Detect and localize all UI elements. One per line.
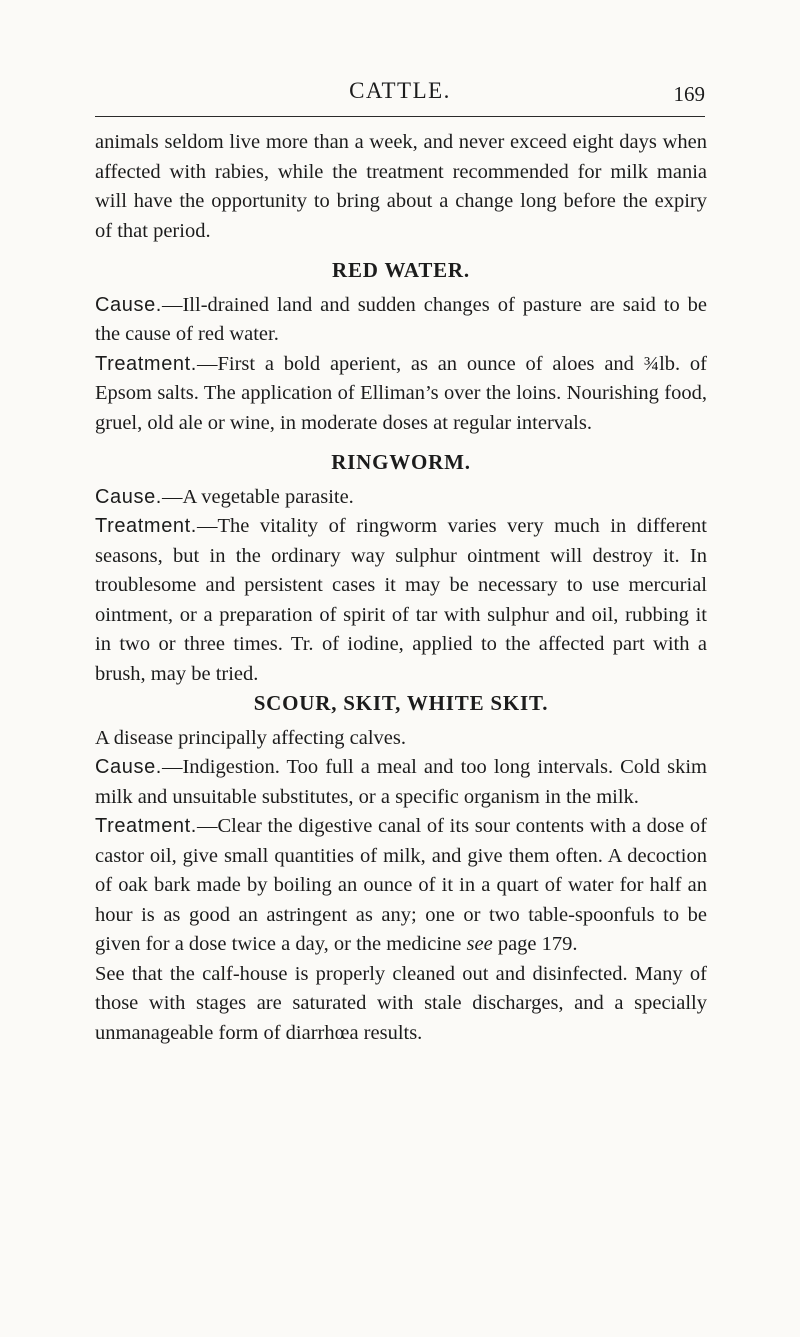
cause-label: Cause. [95, 485, 162, 508]
scour-intro: A disease principally affecting calves. [95, 726, 406, 749]
scour-closing: See that the calf-house is properly cleaned out and disinfected. Many of those with stages are saturated with stale discharges, and a specially unmanageable form of diarrhœa results. [95, 962, 707, 1044]
see-reference: see [466, 933, 493, 955]
ringworm-cause [95, 483, 707, 513]
ringworm-treatment [95, 512, 707, 689]
cause-label: Cause. [95, 293, 162, 316]
red-water-cause [95, 291, 707, 350]
running-head [95, 62, 705, 106]
treatment-label: Treatment. [95, 352, 197, 375]
cause-text: —Ill-drained land and sudden changes of pasture are said to be the cause of red water. [95, 293, 707, 345]
scour-treatment [95, 812, 707, 960]
body-text [95, 128, 707, 1048]
treatment-text: —The vitality of ringworm varies very much in different seasons, but in the ordinary way sulphur ointment will destroy it. In troublesome and persistent cases it may be necessary to use mercurial ointment, or a preparation of spirit of tar with sulphur and oil, rubbing it in two or three times. Tr. of iodine, applied to the affected part with a brush, may be tried. [95, 515, 707, 685]
cause-label: Cause. [95, 756, 162, 778]
treatment-label: Treatment. [95, 815, 197, 837]
page-number: 169 [673, 82, 705, 106]
red-water-treatment [95, 350, 707, 439]
heading-ringworm: RINGWORM. [331, 450, 471, 474]
header-rule [95, 116, 705, 117]
cause-text: —A vegetable parasite. [161, 485, 354, 508]
heading-red-water: RED WATER. [332, 258, 470, 282]
running-title: CATTLE. [349, 78, 451, 103]
treatment-text: —Clear the digestive canal of its sour contents with a dose of castor oil, give small quantities of milk, and give them often. A decoction of oak bark made by boiling an ounce of it in a quart of water for half an hour is as good an astringent as any; one or two table-spoonfuls to be given for a dose twice a day, or the medicine [95, 815, 707, 955]
treatment-text: —First a bold aperient, as an ounce of aloes and ¾lb. of Epsom salts. The application of Elliman’s over the loins. Nourishing food, gruel, old ale or wine, in moderate doses at regular intervals. [95, 352, 707, 434]
cause-text: —Indigestion. Too full a meal and too long intervals. Cold skim milk and unsuitable substitutes, or a specific organism in the milk. [95, 756, 707, 808]
scour-cause [95, 753, 707, 812]
treatment-label: Treatment. [95, 515, 197, 537]
page-reference: page 179. [492, 933, 578, 955]
heading-scour: SCOUR, SKIT, WHITE SKIT. [253, 691, 549, 715]
opening-paragraph: animals seldom live more than a week, and never exceed eight days when affected with rabies, while the treatment recommended for milk mania will have the opportunity to bring about a change long before the expiry of that period. [95, 131, 707, 242]
